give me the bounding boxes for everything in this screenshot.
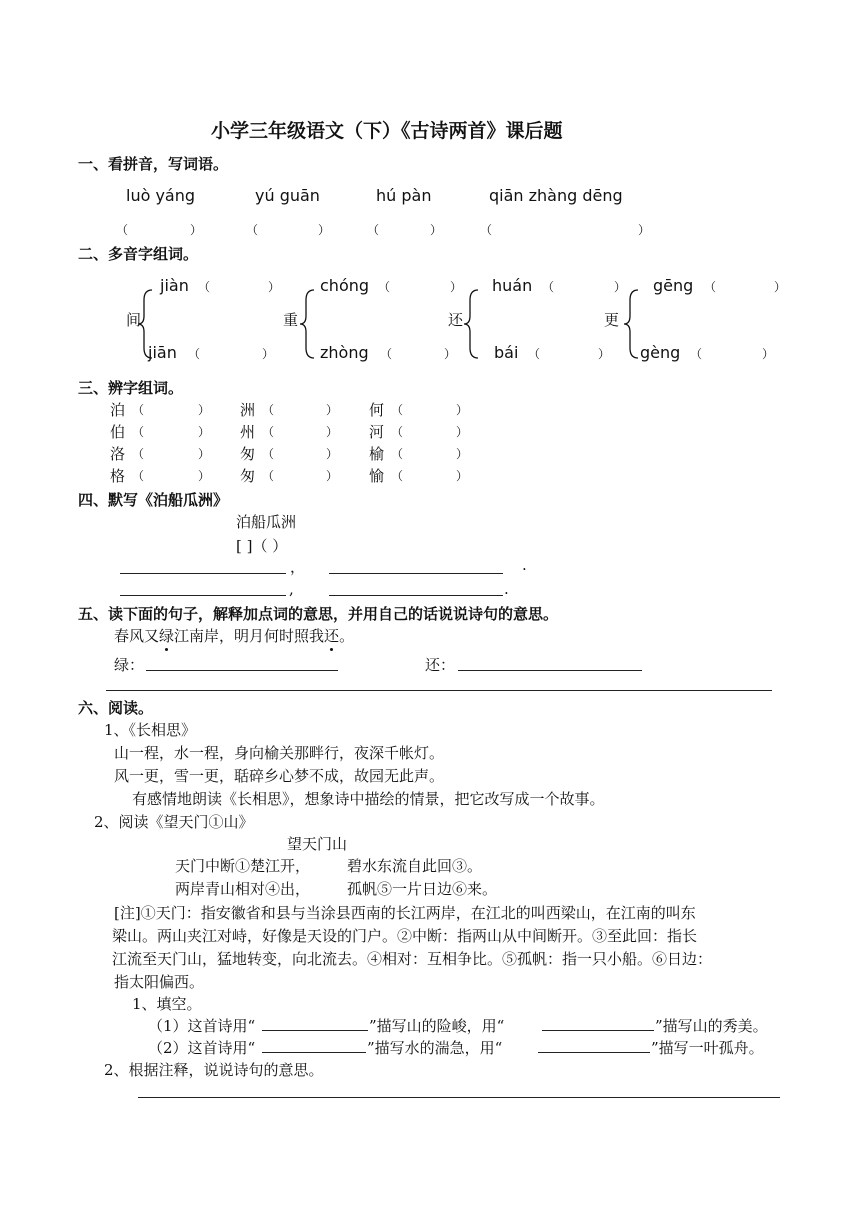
blank-open: （: [391, 469, 404, 483]
blank-open: （: [262, 403, 275, 417]
compare-char: 匆: [240, 445, 256, 463]
compare-char: 洛: [110, 445, 126, 463]
blank-close: ）: [326, 403, 339, 417]
answer-blank-close: ）: [430, 223, 443, 237]
blank-close: ）: [598, 347, 611, 361]
compare-char: 河: [369, 423, 385, 441]
poem-sentence: [114, 625, 354, 646]
blank-close: ）: [456, 447, 469, 461]
answer-line[interactable]: [146, 670, 338, 671]
answer-line[interactable]: [106, 690, 772, 691]
brace-icon: [462, 288, 482, 360]
blank-open: （: [198, 280, 211, 294]
section-2-heading: 二、多音字组词。: [78, 245, 199, 263]
compare-char: 州: [240, 423, 256, 441]
blank-open: （: [132, 469, 145, 483]
blank-open: （: [690, 347, 703, 361]
polyphone-reading-top: huán: [492, 276, 533, 295]
author-line: [ ]（ ）: [236, 537, 288, 555]
pinyin-4: qiān zhàng dēng: [489, 186, 623, 205]
compare-char: 愉: [369, 467, 385, 485]
poem-title: 泊船瓜洲: [236, 513, 297, 531]
compare-char: 何: [369, 401, 385, 419]
blank-close: ）: [444, 347, 457, 361]
answer-line[interactable]: [542, 1030, 654, 1031]
dotted-word: 绿: [159, 627, 175, 645]
fill-question: ”描写山的秀美。: [655, 1017, 768, 1035]
polyphone-reading-bottom: zhòng: [320, 343, 369, 362]
compare-char: 格: [110, 467, 126, 485]
blank-open: （: [262, 425, 275, 439]
blank-close: ）: [268, 280, 281, 294]
poem-line: 风一更，雪一更，聒碎乡心梦不成，故园无此声。: [114, 767, 445, 785]
answer-blank-open: （: [480, 223, 493, 237]
blank-close: ）: [774, 280, 787, 294]
blank-close: ）: [456, 425, 469, 439]
answer-line[interactable]: [329, 573, 503, 574]
compare-char: 泊: [110, 401, 126, 419]
blank-open: （: [188, 347, 201, 361]
compare-char: 洲: [240, 401, 256, 419]
answer-blank-close: ）: [318, 223, 331, 237]
blank-open: （: [262, 447, 275, 461]
blank-open: （: [391, 403, 404, 417]
poem-line: 天门中断①楚江开，: [175, 857, 311, 875]
compare-char: 榆: [369, 445, 385, 463]
polyphone-char: 重: [283, 311, 299, 329]
poem-title: 望天门山: [287, 835, 348, 853]
page-title: 小学三年级语文（下）《古诗两首》课后题: [211, 120, 563, 142]
question-2: 2、根据注释，说说诗句的意思。: [104, 1061, 324, 1079]
polyphone-reading-bottom: bái: [494, 343, 519, 362]
comma: ，: [290, 558, 306, 576]
blank-close: ）: [450, 280, 463, 294]
note-line: 江流至天门山，猛地转变，向北流去。④相对：互相争比。⑤孤帆：指一只小船。⑥日边：: [112, 950, 713, 968]
answer-blank-close: ）: [190, 223, 203, 237]
compare-char: 伯: [110, 423, 126, 441]
reading-1-title: 1、《长相思》: [104, 721, 197, 739]
brace-icon: [298, 288, 318, 360]
answer-blank-close: ）: [638, 223, 651, 237]
word-label: 绿：: [114, 656, 145, 674]
sentence-part: 江南岸，明月何时照我: [174, 627, 325, 645]
blank-open: （: [378, 280, 391, 294]
blank-open: （: [528, 347, 541, 361]
sentence-part: 。: [339, 627, 355, 645]
answer-blank-open: （: [116, 223, 129, 237]
question-1: 1、填空。: [132, 995, 202, 1013]
polyphone-reading-bottom: gèng: [640, 343, 681, 362]
note-line: [注]①天门：指安徽省和县与当涂县西南的长江两岸，在江北的叫西梁山，在江南的叫东: [114, 904, 696, 922]
polyphone-reading-bottom: jiān: [148, 343, 177, 362]
fill-question: ”描写水的湍急，用“: [367, 1039, 503, 1057]
reading-task: 有感情地朗读《长相思》，想象诗中描绘的情景，把它改写成一个故事。: [132, 790, 605, 808]
blank-open: （: [132, 403, 145, 417]
answer-line[interactable]: [329, 595, 503, 596]
polyphone-char: 间: [126, 311, 142, 329]
blank-close: ）: [198, 425, 211, 439]
pinyin-2: yú guān: [255, 186, 320, 205]
fill-question: ”描写一叶孤舟。: [651, 1039, 764, 1057]
blank-close: ）: [456, 403, 469, 417]
word-label: 还：: [425, 656, 456, 674]
polyphone-reading-top: gēng: [653, 276, 694, 295]
answer-line[interactable]: [458, 670, 642, 671]
blank-open: （: [262, 469, 275, 483]
answer-line[interactable]: [538, 1052, 650, 1053]
blank-close: ）: [614, 280, 627, 294]
answer-line[interactable]: [138, 1097, 780, 1098]
blank-open: （: [391, 447, 404, 461]
polyphone-reading-top: jiàn: [160, 276, 189, 295]
pinyin-3: hú pàn: [376, 186, 432, 205]
fill-question: （1）这首诗用“: [148, 1017, 256, 1035]
dotted-word: 还: [324, 627, 340, 645]
poem-line: 碧水东流自此回③。: [347, 857, 483, 875]
poem-line: 两岸青山相对④出，: [175, 880, 311, 898]
poem-line: 孤帆⑤一片日边⑥来。: [347, 880, 498, 898]
blank-open: （: [132, 447, 145, 461]
blank-open: （: [391, 425, 404, 439]
blank-close: ）: [326, 425, 339, 439]
period: .: [504, 580, 509, 598]
reading-2-title: 2、阅读《望天门①山》: [94, 813, 254, 831]
note-line: 指太阳偏西。: [114, 973, 205, 991]
answer-blank-open: （: [246, 223, 259, 237]
pinyin-1: luò yáng: [126, 186, 196, 205]
poem-line: 山一程，水一程，身向榆关那畔行，夜深千帐灯。: [114, 744, 445, 762]
brace-icon: [622, 288, 642, 360]
sentence-part: 春风又: [114, 627, 160, 645]
fill-question: ”描写山的险峻，用“: [369, 1017, 505, 1035]
polyphone-char: 更: [604, 311, 620, 329]
section-1-heading: 一、看拼音，写词语。: [78, 155, 229, 173]
section-5-heading: 五、读下面的句子，解释加点词的意思，并用自己的话说说诗句的意思。: [78, 605, 559, 623]
blank-open: （: [380, 347, 393, 361]
blank-close: ）: [198, 469, 211, 483]
section-6-heading: 六、阅读。: [78, 699, 154, 717]
blank-close: ）: [326, 447, 339, 461]
answer-blank-open: （: [367, 223, 380, 237]
section-3-heading: 三、辨字组词。: [78, 379, 184, 397]
answer-line[interactable]: [120, 573, 286, 574]
blank-close: ）: [456, 469, 469, 483]
blank-open: （: [542, 280, 555, 294]
blank-close: ）: [262, 347, 275, 361]
polyphone-reading-top: chóng: [320, 276, 370, 295]
blank-close: ）: [762, 347, 775, 361]
section-4-heading: 四、默写《泊船瓜洲》: [78, 491, 229, 509]
blank-open: （: [704, 280, 717, 294]
answer-line[interactable]: [262, 1030, 368, 1031]
polyphone-char: 还: [448, 311, 464, 329]
blank-close: ）: [198, 403, 211, 417]
compare-char: 匆: [240, 467, 256, 485]
blank-close: ）: [326, 469, 339, 483]
period: .: [522, 556, 527, 574]
answer-line[interactable]: [120, 595, 286, 596]
blank-open: （: [132, 425, 145, 439]
answer-line[interactable]: [262, 1052, 366, 1053]
blank-close: ）: [198, 447, 211, 461]
note-line: 梁山。两山夹江对峙，好像是天设的门户。②中断：指两山从中间断开。③至此回：指长: [112, 927, 698, 945]
fill-question: （2）这首诗用“: [148, 1039, 256, 1057]
comma: ,: [289, 580, 294, 598]
